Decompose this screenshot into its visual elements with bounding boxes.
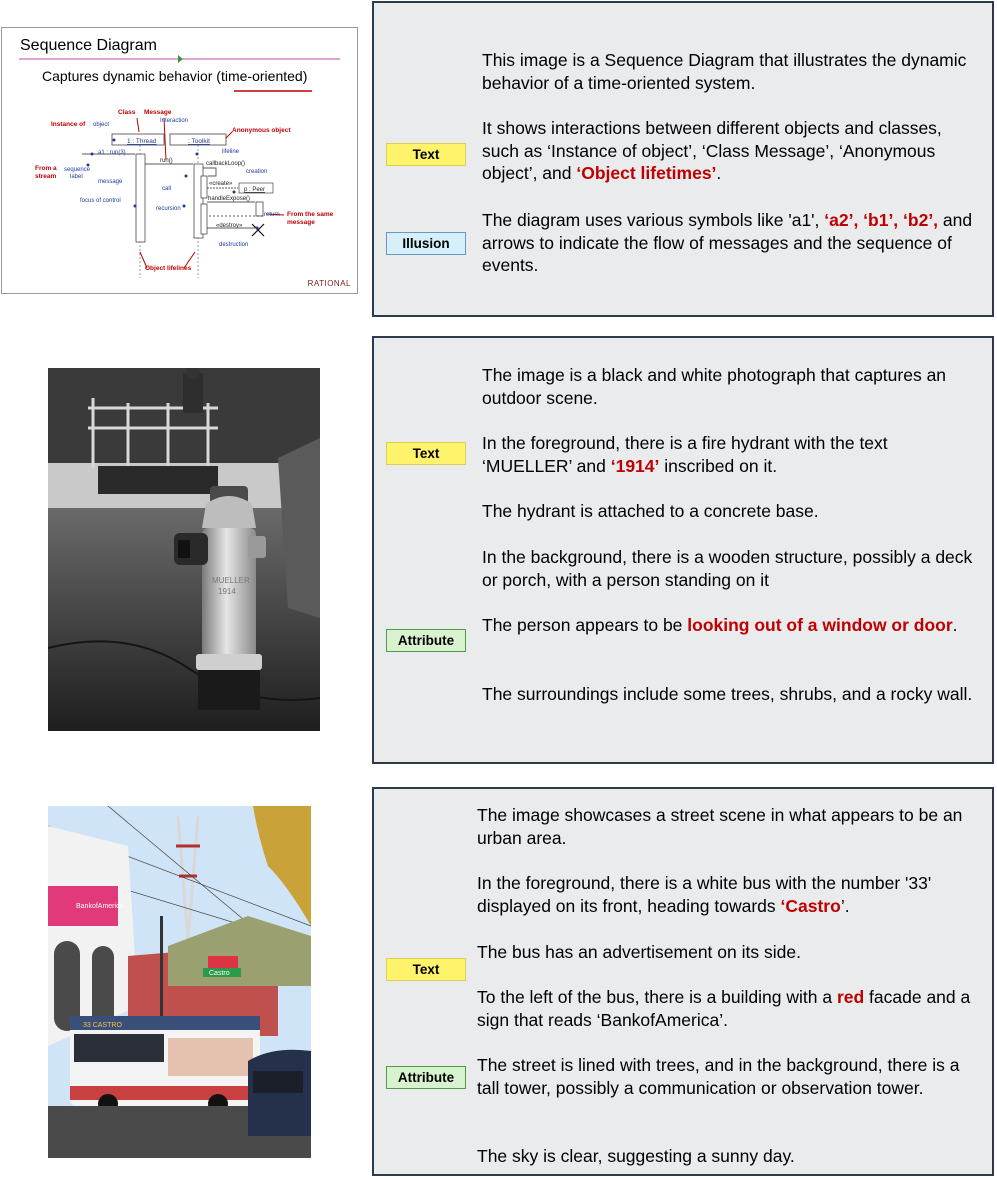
label-sequence: label (70, 174, 83, 180)
label-run: run() (160, 158, 173, 164)
caption-text: facade and a sign that reads ‘BankofAmerica’. (477, 987, 971, 1030)
highlighted-text: ‘Object lifetimes’ (576, 163, 717, 183)
caption-text: . (952, 615, 958, 635)
caption-text: To the left of the bus, there is a building with a (477, 987, 837, 1007)
caption-paragraph (482, 432, 952, 477)
hydrant-photo (48, 368, 320, 731)
label-destroy: «destroy» (216, 223, 243, 229)
toolkit-label: : Toolkit (188, 138, 210, 145)
caption-text: ’. (840, 895, 850, 916)
label-object: object (93, 122, 110, 128)
activation-bar (256, 202, 263, 216)
caption-text: The image showcases a street scene in what appears to be an urban area. (477, 805, 963, 848)
caption-paragraph (477, 1054, 982, 1099)
caption-text: The image is a black and white photograph that captures an outdoor scene. (482, 365, 947, 408)
label-from-same-message: message (287, 219, 315, 226)
caption-text: The bus has an advertisement on its side. (477, 942, 801, 962)
highlighted-text: red (836, 987, 865, 1007)
sequence-diagram-slide (1, 27, 358, 294)
rational-logo: RATIONAL (307, 279, 351, 288)
label-message-small: message (98, 179, 123, 185)
caption-paragraph (482, 364, 982, 409)
subtitle-prefix: Captures dynamic behavior ( (42, 68, 221, 84)
caption-text: The hydrant is attached to a concrete base. (482, 501, 819, 521)
activation-bar (136, 154, 145, 242)
label-handleexpose: handleExpose() (208, 196, 251, 202)
badge-text: Text (386, 958, 466, 981)
badge-attribute: Attribute (386, 1066, 466, 1089)
badge-text: Text (386, 143, 466, 166)
badge-illusion: Illusion (386, 232, 466, 255)
activation-bar (201, 204, 207, 234)
svg-text:33 CASTRO: 33 CASTRO (83, 1022, 122, 1029)
caption-text: It shows interactions between different objects and classes, such as ‘Instance of object’, ‘Class Message’, ‘Anonymous object’, and (482, 118, 942, 183)
caption-text: . (716, 163, 722, 183)
highlighted-text: ‘a2’, ‘b1’, ‘b2’, (824, 210, 939, 230)
caption-paragraph (482, 614, 962, 637)
label-destruction: destruction (219, 242, 249, 248)
label-from-a-stream: stream (35, 173, 57, 180)
sequence-diagram-figure (2, 28, 359, 295)
svg-text:Castro: Castro (209, 970, 230, 977)
caption-paragraph (477, 872, 982, 917)
label-a1-run: a1 : run(3) (98, 150, 126, 156)
subtitle-underlined: time-oriented (220, 68, 303, 84)
caption-text: The diagram uses various symbols like 'a1', (482, 210, 825, 230)
svg-text:BankofAmerica: BankofAmerica (76, 903, 124, 910)
caption-text: The surroundings include some trees, shrubs, and a rocky wall. (482, 684, 973, 704)
label-class: Class (118, 109, 136, 116)
label-instance-of: Instance of (51, 121, 86, 128)
label-object-lifelines: Object lifelines (145, 265, 192, 272)
label-lifeline: lifeline (222, 149, 240, 155)
label-call: call (162, 186, 172, 192)
slide-title: Sequence Diagram (20, 37, 157, 54)
badge-attribute: Attribute (386, 629, 466, 652)
label-create: «create» (209, 181, 233, 187)
label-creation: creation (246, 169, 268, 175)
label-recursion: recursion (156, 206, 181, 212)
caption-paragraph (477, 1145, 982, 1168)
message-arrow (203, 168, 216, 176)
caption-text: In the foreground, there is a white bus with the number '33' displayed on its front, heading towards (477, 873, 932, 916)
caption-text: The person appears to be (482, 615, 688, 635)
svg-text:MUELLER: MUELLER (212, 576, 250, 585)
label-from-a-stream: From a (35, 165, 57, 172)
title-rule-marker (178, 55, 183, 63)
caption-text: In the foreground, there is a fire hydrant with the text ‘MUELLER’ and (482, 433, 888, 476)
label-anonymous-object: Anonymous object (232, 127, 291, 134)
label-focus-of-control: focus of control (80, 198, 121, 204)
caption-paragraph (482, 209, 987, 277)
pointer-arrow (137, 118, 139, 132)
highlighted-text: ‘1914’ (610, 455, 660, 476)
caption-text: The sky is clear, suggesting a sunny day. (477, 1146, 795, 1166)
caption-text: This image is a Sequence Diagram that illustrates the dynamic behavior of a time-oriented system. (482, 50, 967, 93)
label-sequence: sequence (64, 167, 91, 173)
highlighted-text: ‘Castro (780, 895, 841, 916)
label-callbackloop: callbackLoop() (206, 161, 246, 167)
badge-text: Text (386, 442, 466, 465)
caption-text: The street is lined with trees, and in the background, there is a tall tower, possibly a communication or observation tower. (477, 1055, 960, 1098)
caption-paragraph (482, 49, 982, 94)
label-interaction: Interaction (160, 118, 189, 124)
caption-text: In the background, there is a wooden structure, possibly a deck or porch, with a person standing on it (482, 547, 973, 590)
svg-text:1914: 1914 (218, 587, 236, 596)
caption-paragraph (482, 500, 982, 523)
label-return: return (264, 212, 280, 218)
caption-paragraph (477, 941, 982, 964)
caption-text: and arrows to indicate the flow of messages and the sequence of events. (482, 210, 973, 275)
caption-paragraph (477, 804, 987, 849)
thread-label: 1 : Thread (127, 138, 157, 145)
label-peer: p : Peer (244, 187, 266, 193)
street-photo (48, 806, 311, 1158)
label-message: Message (144, 109, 172, 116)
destruction-mark (252, 224, 264, 236)
activation-bar (201, 176, 207, 198)
caption-paragraph (482, 546, 982, 591)
caption-text: inscribed on it. (659, 455, 778, 476)
caption-paragraph (482, 683, 982, 706)
label-from-same-message: From the same (287, 211, 334, 218)
caption-paragraph (477, 986, 982, 1031)
caption-paragraph (482, 117, 982, 185)
highlighted-text: looking out of a window or door (687, 615, 953, 635)
subtitle-suffix: ) (302, 68, 308, 84)
